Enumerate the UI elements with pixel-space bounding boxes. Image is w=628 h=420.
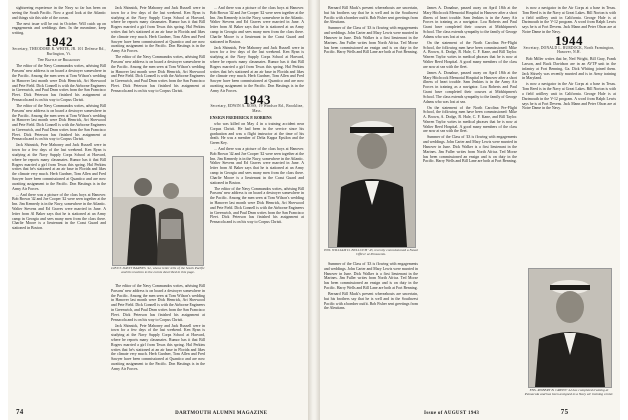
class-notes-paragraph: Bernard Bill Mack's present whereabouts are uncertain, but his brothers say that he is well and in the Southwest Pacific with a bomber outfit. Bob Fisher sent greetings from the Aleutians. <box>324 6 418 25</box>
class-notes-paragraph: The editor of the Navy Commandos writes, advising Bill Parsons' new address is on board a destroyer somewhere in the Pacific. Among the men seen at Tom Wilson's wedding in Hanover last month were Dick Hemrick, Art Sherwood and Pete Field. Dick Connell is with the Airborne Engineers in Greenwich, and Paul Dean writes from the San Francisco Fleet. Dick Peterson has finished his assignment at Pensacola and is on his way to Corpus Christi. <box>12 64 106 102</box>
section-heading: The Battle of Broadway <box>37 58 81 63</box>
photo-caption: LIEUT. DAVIT BARNES '42, whose letter tells of the South Pacific and his reaction to the events described in this page. <box>111 266 205 275</box>
class-notes-paragraph: Summer of the Class of '43 is flowing with engagements and weddings. John Carter and Mary Lewis were married in Hanover in June. Dick Walker is a first lieutenant in the Marines. Jim Fuller writes from North Africa. Ted Morse has been commissioned an ensign and is on duty in the Pacific. Harry Wells and Bill Lane are both at Fort Benning. <box>324 26 418 55</box>
class-notes-paragraph: Jack Shinnick, Pete Mahoney and Jack Russell were in town for a few days of the last weekend. Ken Ryan is studying at the Navy Supply Corps School at Harvard, where he reports many classmates. Rumor has it that Bill Rogers married a girl from Texas this spring. Hal Perkins writes that he's stationed at an air base in Florida and likes the climate very much. Herb Gardner, Tom Allen and Fred Sawyer have been commissioned at Quantico and are now awaiting assignment to the Pacific. Don Hastings is in the Army Air Forces. <box>111 323 205 371</box>
right-column-1-top <box>324 6 418 106</box>
class-notes-paragraph: Summer of the Class of '43 is flowing with engagements and weddings. John Carter and Mary Lewis were married in Hanover in June. Dick Walker is a first lieutenant in the Marines. Jim Fuller writes from North Africa. Ted Morse has been commissioned an ensign and is on duty in the Pacific. Harry Wells and Bill Lane are both at Fort Benning. <box>324 262 418 290</box>
class-notes-paragraph: is now a navigator in the Air Corps at a base in Texas. Tom Reed is in the Navy at Great Lakes. Bill Norton is with a field artillery unit in California. George Hale is at Dartmouth in the V-12 program. A word from Ralph Lewis says he is at Fort Devens. Jack Mann and Peter Olson are at Notre Dame in the Navy. <box>522 6 616 34</box>
photo-ens-bulloch <box>328 108 416 248</box>
photo-caption: ENS. ROBERT B. GREEN '44 has completed training at Pensacola and has been assigned to a Navy air training center. <box>524 388 614 397</box>
left-footer <box>16 408 267 416</box>
class-notes-paragraph: Bernard Bill Mack's present whereabouts are uncertain, but his brothers say that he is well and in the Southwest Pacific with a bomber outfit. Bob Fisher sent greetings from the Aleutians. <box>324 291 418 311</box>
couple-photo-image <box>113 157 203 265</box>
naval-aviator-portrait <box>529 269 611 387</box>
class-notes-paragraph: The editor of the Navy Commandos writes, advising Bill Parsons' new address is on board a destroyer somewhere in the Pacific. Among the men seen at Tom Wilson's wedding in Hanover last month were Dick Hemrick, Art Sherwood and Pete Field. Dick Connell is with the Airborne Engineers in Greenwich, and Paul Dean writes from the San Francisco Fleet. Dick Peterson has finished his assignment at Pensacola and is on his way to Corpus Christi. <box>111 55 205 93</box>
class-year-1942: 1942 <box>45 33 73 49</box>
page-number: 75 <box>560 408 569 416</box>
class-notes-paragraph: ... And there was a picture of the class boys at Hanover. Bob Brown '42 and Joe Cooper '42 were seen together at the Inn. Jim Kennedy is in the Navy, somewhere in the Atlantic. Walter Stevens and Ed Graves were married in June. A letter from Al Baker says that he is stationed at an Army camp in Georgia and sees many men from the class there. Charlie Moore is a lieutenant in the Coast Guard and stationed in Boston. <box>210 147 304 185</box>
class-notes-paragraph: James A. Donahue, passed away on April 18th at the Mary Hitchcock Memorial Hospital in Hanover after a short illness of heart trouble. Sam Jenkins is in the Army Air Forces in training as a navigator. Lou Roberts and Paul Grant have completed their courses at Midshipmen's School. The class extends sympathy to the family of George Adams who was lost at sea. <box>423 6 517 39</box>
class-notes-paragraph: The editor of the Navy Commandos writes, advising Bill Parsons' new address is on board a destroyer somewhere in the Pacific. Among the men seen at Tom Wilson's wedding in Hanover last month were Dick Hemrick, Art Sherwood and Pete Field. Dick Connell is with the Airborne Engineers in Greenwich, and Paul Dean writes from the San Francisco Fleet. Dick Peterson has finished his assignment at Pensacola and is on his way to Corpus Christi. <box>210 186 304 225</box>
class-notes-paragraph: ... And there was a picture of the class boys at Hanover. Bob Brown '42 and Joe Cooper '42 were seen together at the Inn. Jim Kennedy is in the Navy, somewhere in the Atlantic. Walter Stevens and Ed Graves were married in June. A letter from Al Baker says that he is stationed at an Army camp in Georgia and sees many men from the class there. Charlie Moore is a lieutenant in the Coast Guard and stationed in Boston. <box>210 6 304 44</box>
left-column-2-bottom <box>111 284 205 373</box>
memorial-heading: ENSIGN FREDERICK P. ROBBINS <box>210 115 272 120</box>
class-notes-paragraph: On the statement of the North Carolina Pre-Flight School, the following men have been commissioned: Mike A. Brown, A. Dodge, B. Hale, C. F. Kane, and Bill Taylor. Warren Taylor writes in medical phrases that he is now at Walter Reed Hospital. A good many members of the class are now at sea with the fleet. <box>423 40 517 69</box>
left-column-3 <box>210 6 304 226</box>
right-page <box>320 0 620 420</box>
class-year-1943: 1943 <box>243 91 271 107</box>
class-secretary-1943: Secretary, EDWIN A. ROSS, 19 Windsor Rd., Brookline, Mass. <box>210 104 304 114</box>
left-column-1 <box>12 6 106 232</box>
intro-paragraph-2: The next issue will be out in October. Will catch up on engagements and weddings then. In the meantime, keep writing. <box>12 21 106 36</box>
intro-paragraph: sightseeing experience in the Navy so far has been on seeing the South Pacific. Now a good look at the Atlantic and things stir this side of the ocean. <box>12 6 106 20</box>
right-footer <box>424 408 568 416</box>
photo-lieut-barnes <box>112 156 204 266</box>
class-notes-paragraph: Jack Shinnick, Pete Mahoney and Jack Russell were in town for a few days of the last weekend. Ken Ryan is studying at the Navy Supply Corps School at Harvard, where he reports many classmates. Rumor has it that Bill Rogers married a girl from Texas this spring. Hal Perkins writes that he's stationed at an air base in Florida and likes the climate very much. Herb Gardner, Tom Allen and Fred Sawyer have been commissioned at Quantico and are now awaiting assignment to the Pacific. Don Hastings is in the Army Air Forces. <box>111 6 205 54</box>
left-column-2-top <box>111 6 205 156</box>
right-column-3 <box>522 6 616 112</box>
photo-caption: ENS. WILLIAM D. BULLOCH '43, recently commissioned a Naval Officer at Pensacola. <box>324 248 418 257</box>
book-gutter <box>308 0 320 420</box>
class-year-1944: 1944 <box>555 32 583 48</box>
right-column-1-bottom <box>324 262 418 312</box>
class-notes-paragraph: Summer of the Class of '43 is flowing with engagements and weddings. John Carter and Mary Lewis were married in Hanover in June. Dick Walker is a first lieutenant in the Marines. Jim Fuller writes from North Africa. Ted Morse has been commissioned an ensign and is on duty in the Pacific. Harry Wells and Bill Lane are both at Fort Benning. <box>423 135 517 164</box>
magazine-name: DARTMOUTH ALUMNI MAGAZINE <box>175 411 268 416</box>
class-notes-paragraph: Bob Miller writes that he, Ned Wright, Bill Gray, Frank Larson, and Buck Davidson are in an AVTP unit in the infantry at Fort Benning, Ga. Dick Whiting joined them. Jack Shively was recently married and is in Army training in Maryland. <box>522 57 616 81</box>
page-number: 74 <box>16 408 24 416</box>
photo-ens-green <box>528 268 612 388</box>
left-page <box>8 0 308 420</box>
class-secretary-1942: Secretary, THEODORE R. WHITE, JR. 101 Defense Rd., Burlington, Vt. <box>12 46 106 56</box>
class-notes-paragraph: James A. Donahue, passed away on April 18th at the Mary Hitchcock Memorial Hospital in Hanover after a short illness of heart trouble. Sam Jenkins is in the Army Air Forces in training as a navigator. Lou Roberts and Paul Grant have completed their courses at Midshipmen's School. The class extends sympathy to the family of George Adams who was lost at sea. <box>423 70 517 104</box>
class-notes-paragraph: Jack Shinnick, Pete Mahoney and Jack Russell were in town for a few days of the last weekend. Ken Ryan is studying at the Navy Supply Corps School at Harvard, where he reports many classmates. Rumor has it that Bill Rogers married a girl from Texas this spring. Hal Perkins writes that he's stationed at an air base in Florida and likes the climate very much. Herb Gardner, Tom Allen and Fred Sawyer have been commissioned at Quantico and are now awaiting assignment to the Pacific. Don Hastings is in the Army Air Forces. <box>210 45 304 93</box>
class-secretary-1944: Secretary, DONALD L. BURDOCK, North Farmington, Hanover, N.H. <box>523 45 615 55</box>
issue-date: Issue of AUGUST 1943 <box>424 411 480 416</box>
class-notes-paragraph: On the statement of the North Carolina Pre-Flight School, the following men have been commissioned: Mike A. Brown, A. Dodge, B. Hale, C. F. Kane, and Bill Taylor. Warren Taylor writes in medical phrases that he is now at Walter Reed Hospital. A good many members of the class are now at sea with the fleet. <box>423 105 517 134</box>
class-notes-paragraph: is now a navigator in the Air Corps at a base in Texas. Tom Reed is in the Navy at Great Lakes. Bill Norton is with a field artillery unit in California. George Hale is at Dartmouth in the V-12 program. A word from Ralph Lewis says he is at Fort Devens. Jack Mann and Peter Olson are at Notre Dame in the Navy. <box>522 82 616 111</box>
class-notes-paragraph: Jack Shinnick, Pete Mahoney and Jack Russell were in town for a few days of the last weekend. Ken Ryan is studying at the Navy Supply Corps School at Harvard, where he reports many classmates. Rumor has it that Bill Rogers married a girl from Texas this spring. Hal Perkins writes that he's stationed at an air base in Florida and likes the climate very much. Herb Gardner, Tom Allen and Fred Sawyer have been commissioned at Quantico and are now awaiting assignment to the Pacific. Don Hastings is in the Army Air Forces. <box>12 143 106 191</box>
right-column-2 <box>423 6 517 165</box>
naval-officer-portrait <box>329 109 415 247</box>
class-notes-paragraph: The editor of the Navy Commandos writes, advising Bill Parsons' new address is on board a destroyer somewhere in the Pacific. Among the men seen at Tom Wilson's wedding in Hanover last month were Dick Hemrick, Art Sherwood and Pete Field. Dick Connell is with the Airborne Engineers in Greenwich, and Paul Dean writes from the San Francisco Fleet. Dick Peterson has finished his assignment at Pensacola and is on his way to Corpus Christi. <box>12 103 106 142</box>
class-notes-paragraph: The editor of the Navy Commandos writes, advising Bill Parsons' new address is on board a destroyer somewhere in the Pacific. Among the men seen at Tom Wilson's wedding in Hanover last month were Dick Hemrick, Art Sherwood and Pete Field. Dick Connell is with the Airborne Engineers in Greenwich, and Paul Dean writes from the San Francisco Fleet. Dick Peterson has finished his assignment at Pensacola and is on his way to Corpus Christi. <box>111 284 205 322</box>
class-notes-paragraph: ... And there was a picture of the class boys at Hanover. Bob Brown '42 and Joe Cooper '42 were seen together at the Inn. Jim Kennedy is in the Navy, somewhere in the Atlantic. Walter Stevens and Ed Graves were married in June. A letter from Al Baker says that he is stationed at an Army camp in Georgia and sees many men from the class there. Charlie Moore is a lieutenant in the Coast Guard and stationed in Boston. <box>12 192 106 231</box>
memorial-paragraph: who was killed on May 4 in a training accident near Corpus Christi. He had been in the service since his graduation and was a flight instructor at the time of his death. He was a member of Delta Kappa Epsilon and the Green Key. <box>210 121 304 146</box>
